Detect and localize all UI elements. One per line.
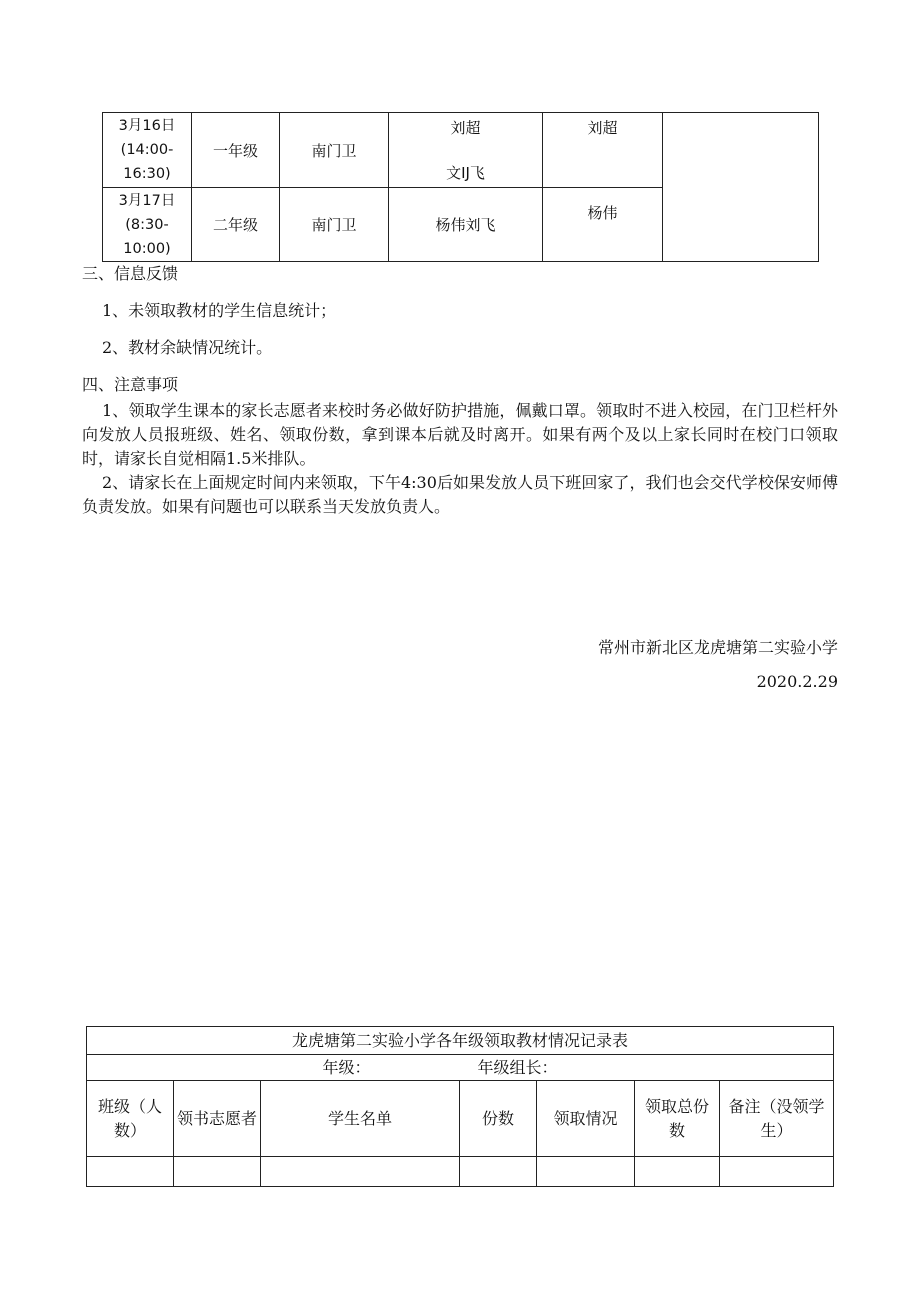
- lead-cell: 杨伟: [543, 188, 663, 262]
- date-cell: [103, 113, 192, 188]
- notes-paragraph: 1、领取学生课本的家长志愿者来校时务必做好防护措施，佩戴口罩。领取时不进入校园，在门卫栏杆外向发放人员报班级、姓名、领取份数，拿到课本后就及时离开。如果有两个及以上家长同时在校门口领取时，请家长自觉相隔1.5米排队。: [82, 401, 838, 468]
- notes-paragraph: 2、请家长在上面规定时间内来领取，下午4:30后如果发放人员下班回家了，我们也会交代学校保安师傅负责发放。如果有问题也可以联系当天发放负责人。: [82, 473, 838, 516]
- volunteers-cell: [389, 113, 543, 188]
- table-cell: [537, 1157, 635, 1187]
- table-header-row: [87, 1081, 834, 1157]
- distribution-schedule-table: [102, 112, 819, 262]
- grade-label: 年级：: [322, 1057, 371, 1077]
- table-cell: [460, 1157, 537, 1187]
- textbook-record-table: [86, 1026, 834, 1187]
- table-cell: [261, 1157, 460, 1187]
- document-date: 2020.2.29: [756, 672, 838, 691]
- table-row: [103, 113, 819, 188]
- table-row: [87, 1027, 834, 1055]
- location-cell: 南门卫: [280, 188, 389, 262]
- section-heading-notes: 四、注意事项: [82, 375, 179, 394]
- location-cell: 南门卫: [280, 113, 389, 188]
- column-header: 领取总份数: [635, 1081, 720, 1157]
- table-cell: [720, 1157, 834, 1187]
- date-time-end: 16:30): [123, 166, 171, 182]
- column-header: 份数: [460, 1081, 537, 1157]
- grade-info-row: [87, 1055, 834, 1081]
- table-row: [87, 1055, 834, 1081]
- school-name: 常州市新北区龙虎塘第二实验小学: [597, 638, 838, 657]
- date-time: (8:30-10:00): [123, 216, 171, 257]
- column-header: 班级（人数）: [87, 1081, 174, 1157]
- table-cell: [174, 1157, 261, 1187]
- leader-label: 年级组长：: [477, 1057, 558, 1077]
- volunteer-name: 刘超: [450, 119, 481, 137]
- table-row: [87, 1157, 834, 1187]
- extra-cell: [663, 113, 819, 262]
- lead-cell: 刘超: [543, 113, 663, 188]
- table-cell: [635, 1157, 720, 1187]
- column-header: 备注（没领学生）: [720, 1081, 834, 1157]
- column-header: 学生名单: [261, 1081, 460, 1157]
- feedback-item: 2、教材余缺情况统计。: [102, 338, 273, 357]
- date-day: 3月17日: [118, 192, 176, 209]
- grade-cell: 一年级: [192, 113, 280, 188]
- volunteer-name: 文IJ飞: [446, 164, 485, 182]
- volunteers-cell: 杨伟刘飞: [389, 188, 543, 262]
- record-table-title: 龙虎塘第二实验小学各年级领取教材情况记录表: [87, 1027, 834, 1055]
- column-header: 领书志愿者: [174, 1081, 261, 1157]
- column-header: 领取情况: [537, 1081, 635, 1157]
- section-heading-feedback: 三、信息反馈: [82, 264, 179, 283]
- grade-cell: 二年级: [192, 188, 280, 262]
- table-cell: [87, 1157, 174, 1187]
- date-day: 3月16日: [118, 118, 176, 134]
- date-cell: [103, 188, 192, 262]
- date-time-start: (14:00-: [120, 142, 174, 158]
- feedback-item: 1、未领取教材的学生信息统计；: [102, 301, 337, 320]
